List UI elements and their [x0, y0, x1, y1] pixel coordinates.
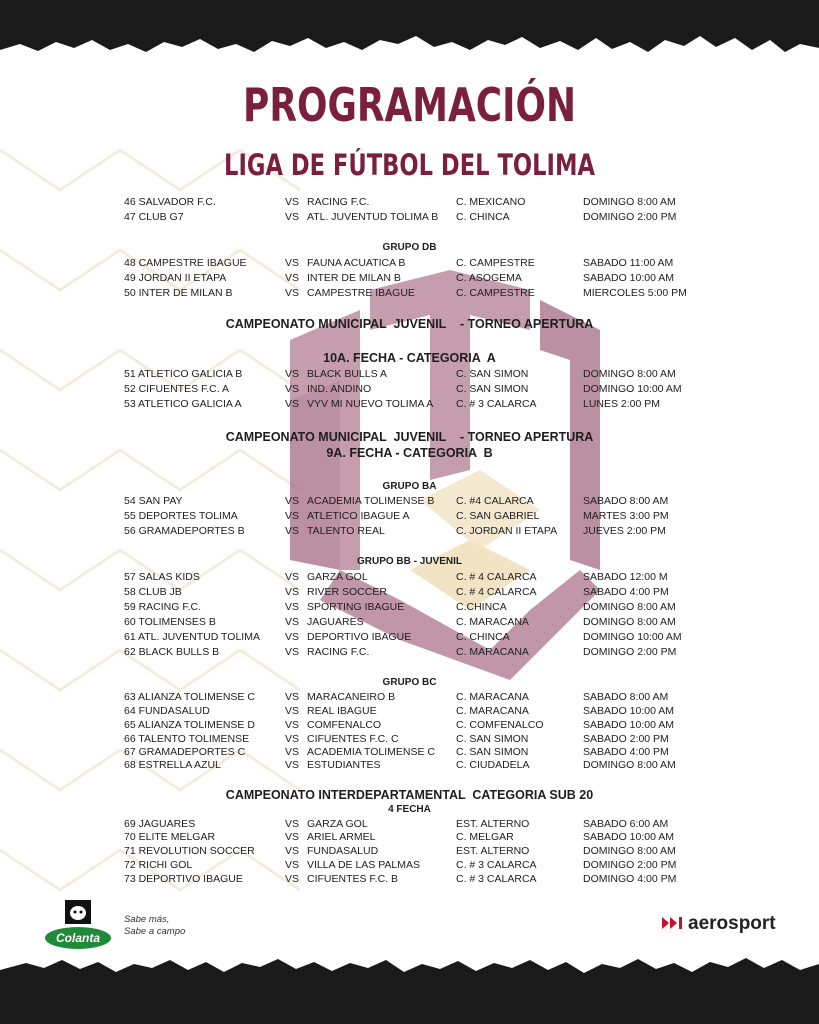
match-time: SABADO 10:00 AM — [583, 719, 675, 731]
page-title: PROGRAMACIÓN — [243, 78, 576, 132]
home-team: 73 DEPORTIVO IBAGUE — [124, 873, 243, 885]
match-time: LUNES 2:00 PM — [583, 398, 661, 410]
vs-label: VS — [285, 383, 300, 395]
home-team: 57 SALAS KIDS — [124, 571, 200, 583]
slogan-line-2: Sabe a campo — [124, 926, 186, 937]
match-row — [0, 271, 819, 285]
vs-label: VS — [285, 211, 300, 223]
away-team: ATLETICO IBAGUE A — [307, 510, 410, 522]
match-time: DOMINGO 8:00 AM — [583, 601, 676, 613]
venue: C. JORDAN II ETAPA — [456, 525, 558, 537]
group-heading: GRUPO BB - JUVENIL — [356, 556, 462, 567]
vs-label: VS — [285, 398, 300, 410]
match-row — [0, 397, 819, 411]
venue: C. SAN SIMON — [456, 368, 529, 380]
match-time: SABADO 8:00 AM — [583, 691, 669, 703]
vs-label: VS — [285, 859, 300, 871]
tournament-heading: CAMPEONATO MUNICIPAL JUVENIL - TORNEO APERTURA — [225, 317, 594, 331]
match-row — [0, 745, 819, 759]
venue: C. SAN SIMON — [456, 733, 529, 745]
venue: C. SAN SIMON — [456, 383, 529, 395]
vs-label: VS — [285, 257, 300, 269]
match-time: SABADO 10:00 AM — [583, 272, 675, 284]
vs-label: VS — [285, 495, 300, 507]
match-row — [0, 844, 819, 858]
aerosport-logo — [662, 913, 776, 935]
home-team: 55 DEPORTES TOLIMA — [124, 510, 238, 522]
match-time: MIERCOLES 5:00 PM — [583, 287, 687, 299]
round-heading: 9A. FECHA - CATEGORIA B — [326, 446, 493, 460]
away-team: FUNDASALUD — [307, 845, 379, 857]
match-time: SABADO 6:00 AM — [583, 818, 669, 830]
away-team: CAMPESTRE IBAGUE — [307, 287, 415, 299]
away-team: IND. ANDINO — [307, 383, 372, 395]
venue: C. CAMPESTRE — [456, 257, 535, 269]
match-row — [0, 570, 819, 584]
venue: C. CHINCA — [456, 631, 510, 643]
venue: C. # 4 CALARCA — [456, 571, 537, 583]
away-team: MARACANEIRO B — [307, 691, 396, 703]
group-heading: GRUPO BA — [382, 481, 437, 492]
venue: C. CHINCA — [456, 211, 510, 223]
home-team: 64 FUNDASALUD — [124, 705, 210, 717]
venue: C. # 4 CALARCA — [456, 586, 537, 598]
home-team: 56 GRAMADEPORTES B — [124, 525, 245, 537]
vs-label: VS — [285, 873, 300, 885]
home-team: 58 CLUB JB — [124, 586, 182, 598]
match-row — [0, 817, 819, 831]
match-time: SABADO 10:00 AM — [583, 705, 675, 717]
vs-label: VS — [285, 525, 300, 537]
vs-label: VS — [285, 196, 300, 208]
vs-label: VS — [285, 759, 300, 771]
match-row — [0, 704, 819, 718]
home-team: 66 TALENTO TOLIMENSE — [124, 733, 250, 745]
home-team: 48 CAMPESTRE IBAGUE — [124, 257, 247, 269]
sponsor-name: Colanta — [55, 931, 101, 945]
home-team: 59 RACING F.C. — [124, 601, 202, 613]
home-team: 69 JAGUARES — [124, 818, 196, 830]
away-team: ARIEL ARMEL — [307, 831, 376, 843]
match-row — [0, 732, 819, 746]
home-team: 62 BLACK BULLS B — [124, 646, 220, 658]
match-row — [0, 210, 819, 224]
match-row — [0, 509, 819, 523]
home-team: 68 ESTRELLA AZUL — [124, 759, 221, 771]
vs-label: VS — [285, 818, 300, 830]
away-team: ACADEMIA TOLIMENSE C — [307, 746, 435, 758]
vs-label: VS — [285, 831, 300, 843]
venue: C. COMFENALCO — [456, 719, 544, 731]
venue: C. CIUDADELA — [456, 759, 530, 771]
match-time: DOMINGO 8:00 AM — [583, 759, 676, 771]
venue: C. # 3 CALARCA — [456, 873, 537, 885]
home-team: 63 ALIANZA TOLIMENSE C — [124, 691, 255, 703]
venue: C. # 3 CALARCA — [456, 398, 537, 410]
colanta-logo — [44, 898, 114, 950]
match-row — [0, 286, 819, 300]
vs-label: VS — [285, 272, 300, 284]
match-row — [0, 195, 819, 209]
venue: C. MARACANA — [456, 646, 529, 658]
match-row — [0, 585, 819, 599]
away-team: BLACK BULLS A — [307, 368, 387, 380]
home-team: 47 CLUB G7 — [124, 211, 184, 223]
vs-label: VS — [285, 845, 300, 857]
match-time: SABADO 8:00 AM — [583, 495, 669, 507]
match-time: SABADO 4:00 PM — [583, 586, 669, 598]
match-row — [0, 524, 819, 538]
home-team: 54 SAN PAY — [124, 495, 183, 507]
away-team: FAUNA ACUATICA B — [307, 257, 406, 269]
venue: C. #4 CALARCA — [456, 495, 534, 507]
away-team: TALENTO REAL — [307, 525, 385, 537]
match-row — [0, 858, 819, 872]
round-heading: 4 FECHA — [388, 804, 431, 815]
vs-label: VS — [285, 586, 300, 598]
away-team: RACING F.C. — [307, 196, 370, 208]
match-time: JUEVES 2:00 PM — [583, 525, 666, 537]
away-team: VYV MI NUEVO TOLIMA A — [307, 398, 434, 410]
match-row — [0, 718, 819, 732]
group-heading: GRUPO BC — [382, 677, 437, 688]
away-team: RIVER SOCCER — [307, 586, 387, 598]
match-time: DOMINGO 10:00 AM — [583, 383, 682, 395]
home-team: 72 RICHI GOL — [124, 859, 193, 871]
venue: C.CHINCA — [456, 601, 507, 613]
home-team: 51 ATLETICO GALICIA B — [124, 368, 243, 380]
vs-label: VS — [285, 631, 300, 643]
match-time: DOMINGO 2:00 PM — [583, 211, 677, 223]
vs-label: VS — [285, 733, 300, 745]
vs-label: VS — [285, 510, 300, 522]
away-team: RACING F.C. — [307, 646, 370, 658]
tournament-heading: CAMPEONATO INTERDEPARTAMENTAL CATEGORIA SUB 20 — [225, 788, 594, 802]
away-team: GARZA GOL — [307, 818, 368, 830]
away-team: GARZA GOL — [307, 571, 368, 583]
venue: C. SAN SIMON — [456, 746, 529, 758]
match-row — [0, 256, 819, 270]
match-time: SABADO 10:00 AM — [583, 831, 675, 843]
away-team: DEPORTIVO IBAGUE — [307, 631, 412, 643]
vs-label: VS — [285, 746, 300, 758]
match-row — [0, 382, 819, 396]
match-row — [0, 494, 819, 508]
vs-label: VS — [285, 368, 300, 380]
home-team: 50 INTER DE MILAN B — [124, 287, 233, 299]
match-time: SABADO 2:00 PM — [583, 733, 669, 745]
tournament-heading: CAMPEONATO MUNICIPAL JUVENIL - TORNEO APERTURA — [225, 430, 594, 444]
match-row — [0, 872, 819, 886]
group-heading: GRUPO DB — [382, 242, 437, 253]
venue: C. MARACANA — [456, 705, 529, 717]
away-team: ACADEMIA TOLIMENSE B — [307, 495, 435, 507]
sponsor-slogan — [124, 914, 185, 938]
match-time: SABADO 11:00 AM — [583, 257, 674, 269]
venue: C. MARACANA — [456, 616, 529, 628]
home-team: 65 ALIANZA TOLIMENSE D — [124, 719, 255, 731]
vs-label: VS — [285, 616, 300, 628]
vs-label: VS — [285, 691, 300, 703]
away-team: COMFENALCO — [307, 719, 382, 731]
slogan-line-1: Sabe más, — [124, 914, 170, 925]
vs-label: VS — [285, 705, 300, 717]
match-time: MARTES 3:00 PM — [583, 510, 669, 522]
match-row — [0, 615, 819, 629]
match-row — [0, 645, 819, 659]
match-time: DOMINGO 4:00 PM — [583, 873, 677, 885]
home-team: 71 REVOLUTION SOCCER — [124, 845, 255, 857]
venue: C. MELGAR — [456, 831, 514, 843]
away-team: ESTUDIANTES — [307, 759, 381, 771]
match-time: DOMINGO 2:00 PM — [583, 859, 677, 871]
away-team: JAGUARES — [307, 616, 364, 628]
venue: C. ASOGEMA — [456, 272, 522, 284]
away-team: VILLA DE LAS PALMAS — [307, 859, 421, 871]
match-row — [0, 758, 819, 772]
page-subtitle: LIGA DE FÚTBOL DEL TOLIMA — [224, 148, 595, 182]
vs-label: VS — [285, 646, 300, 658]
match-time: SABADO 4:00 PM — [583, 746, 669, 758]
match-row — [0, 830, 819, 844]
away-team: INTER DE MILAN B — [307, 272, 401, 284]
vs-label: VS — [285, 287, 300, 299]
home-team: 70 ELITE MELGAR — [124, 831, 216, 843]
away-team: CIFUENTES F.C. B — [307, 873, 399, 885]
away-team: SPORTING IBAGUE — [307, 601, 405, 613]
match-row — [0, 690, 819, 704]
venue: C. CAMPESTRE — [456, 287, 535, 299]
play-arrows-icon — [662, 915, 688, 931]
venue: EST. ALTERNO — [456, 845, 530, 857]
match-time: SABADO 12:00 M — [583, 571, 668, 583]
round-heading: 10A. FECHA - CATEGORIA A — [323, 351, 496, 365]
match-time: DOMINGO 8:00 AM — [583, 616, 676, 628]
venue: EST. ALTERNO — [456, 818, 530, 830]
vs-label: VS — [285, 719, 300, 731]
partner-name: aerosport — [688, 913, 776, 934]
venue: C. # 3 CALARCA — [456, 859, 537, 871]
home-team: 46 SALVADOR F.C. — [124, 196, 216, 208]
away-team: ATL. JUVENTUD TOLIMA B — [307, 211, 439, 223]
home-team: 67 GRAMADEPORTES C — [124, 746, 246, 758]
match-time: DOMINGO 2:00 PM — [583, 646, 677, 658]
match-row — [0, 367, 819, 381]
home-team: 52 CIFUENTES F.C. A — [124, 383, 230, 395]
home-team: 60 TOLIMENSES B — [124, 616, 216, 628]
venue: C. MARACANA — [456, 691, 529, 703]
match-time: DOMINGO 8:00 AM — [583, 368, 676, 380]
match-row — [0, 600, 819, 614]
venue: C. SAN GABRIEL — [456, 510, 540, 522]
match-time: DOMINGO 10:00 AM — [583, 631, 682, 643]
venue: C. MEXICANO — [456, 196, 526, 208]
vs-label: VS — [285, 601, 300, 613]
match-row — [0, 630, 819, 644]
away-team: CIFUENTES F.C. C — [307, 733, 399, 745]
away-team: REAL IBAGUE — [307, 705, 377, 717]
home-team: 49 JORDAN II ETAPA — [124, 272, 227, 284]
home-team: 61 ATL. JUVENTUD TOLIMA — [124, 631, 260, 643]
match-time: DOMINGO 8:00 AM — [583, 845, 676, 857]
vs-label: VS — [285, 571, 300, 583]
match-time: DOMINGO 8:00 AM — [583, 196, 676, 208]
home-team: 53 ATLETICO GALICIA A — [124, 398, 242, 410]
